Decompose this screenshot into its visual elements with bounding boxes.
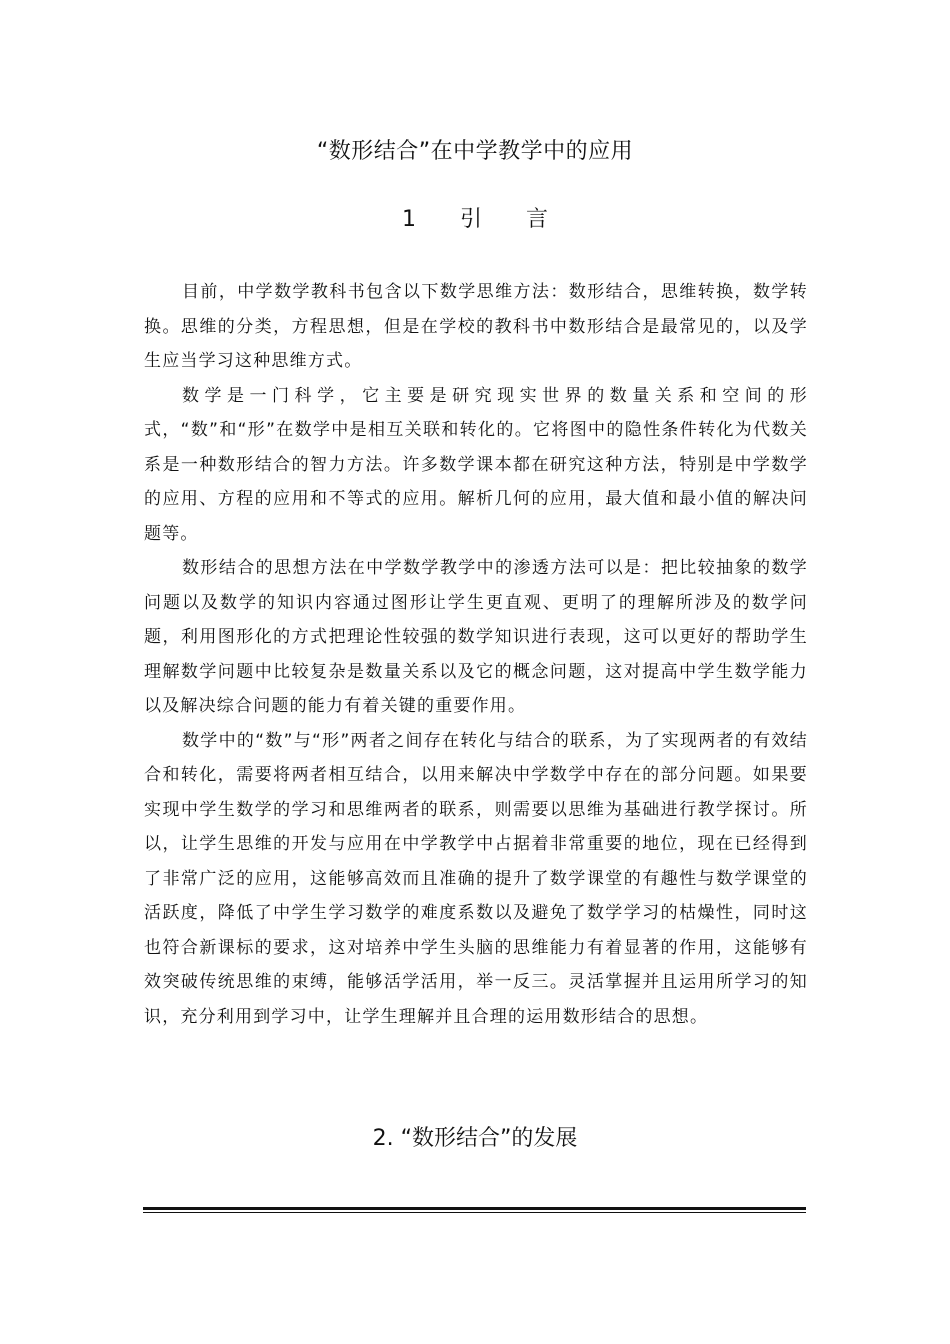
document-title: “数形结合”在中学教学中的应用 — [316, 139, 634, 164]
section-heading-introduction — [0, 204, 950, 236]
section-heading-development: 2. “数形结合”的发展 — [372, 1126, 578, 1151]
section-number: 1 — [401, 207, 416, 232]
paragraph-4: 数学中的“数”与“形”两者之间存在转化与结合的联系，为了实现两者的有效结合和转化，需要将两者相互结合，以用来解决中学数学中存在的部分问题。如果要实现中学生数学的学习和思维两者的联系，则需要以思维为基础进行教学探讨。所以，让学生思维的开发与应用在中学教学中占据着非常重要的地位，现在已经得到了非常广泛的应用，这能够高效而且准确的提升了数学课堂的有趣性与数学课堂的活跃度，降低了中学生学习数学的难度系数以及避免了数学学习的枯燥性，同时这也符合新课标的要求，这对培养中学生头脑的思维能力有着显著的作用，这能够有效突破传统思维的束缚，能够活学活用，举一反三。灵活掌握并且运用所学习的知识，充分利用到学习中，让学生理解并且合理的运用数形结合的思想。 — [144, 730, 808, 1027]
section-heading-char-2: 言 — [526, 207, 549, 232]
introduction-body — [144, 275, 808, 1034]
footer-rule-thick — [143, 1207, 806, 1210]
paragraph-3: 数形结合的思想方法在中学数学教学中的渗透方法可以是：把比较抽象的数学问题以及数学的知识内容通过图形让学生更直观、更明了的理解所涉及的数学问题，利用图形化的方式把理论性较强的数学知识进行表现，这可以更好的帮助学生理解数学问题中比较复杂是数量关系以及它的概念问题，这对提高中学生数学能力以及解决综合问题的能力有着关键的重要作用。 — [144, 558, 808, 716]
footer-rule-thin — [143, 1212, 806, 1213]
paragraph-1: 目前，中学数学教科书包含以下数学思维方法：数形结合，思维转换，数学转换。思维的分类，方程思想，但是在学校的教科书中数形结合是最常见的，以及学生应当学习这种思维方式。 — [144, 282, 808, 371]
paragraph-2: 数学是一门科学，它主要是研究现实世界的数量关系和空间的形式，“数”和“形”在数学中是相互关联和转化的。它将图中的隐性条件转化为代数关系是一种数形结合的智力方法。许多数学课本都在研究这种方法，特别是中学数学的应用、方程的应用和不等式的应用。解析几何的应用，最大值和最小值的解决问题等。 — [144, 385, 808, 544]
section-heading-char-1: 引 — [459, 207, 482, 232]
